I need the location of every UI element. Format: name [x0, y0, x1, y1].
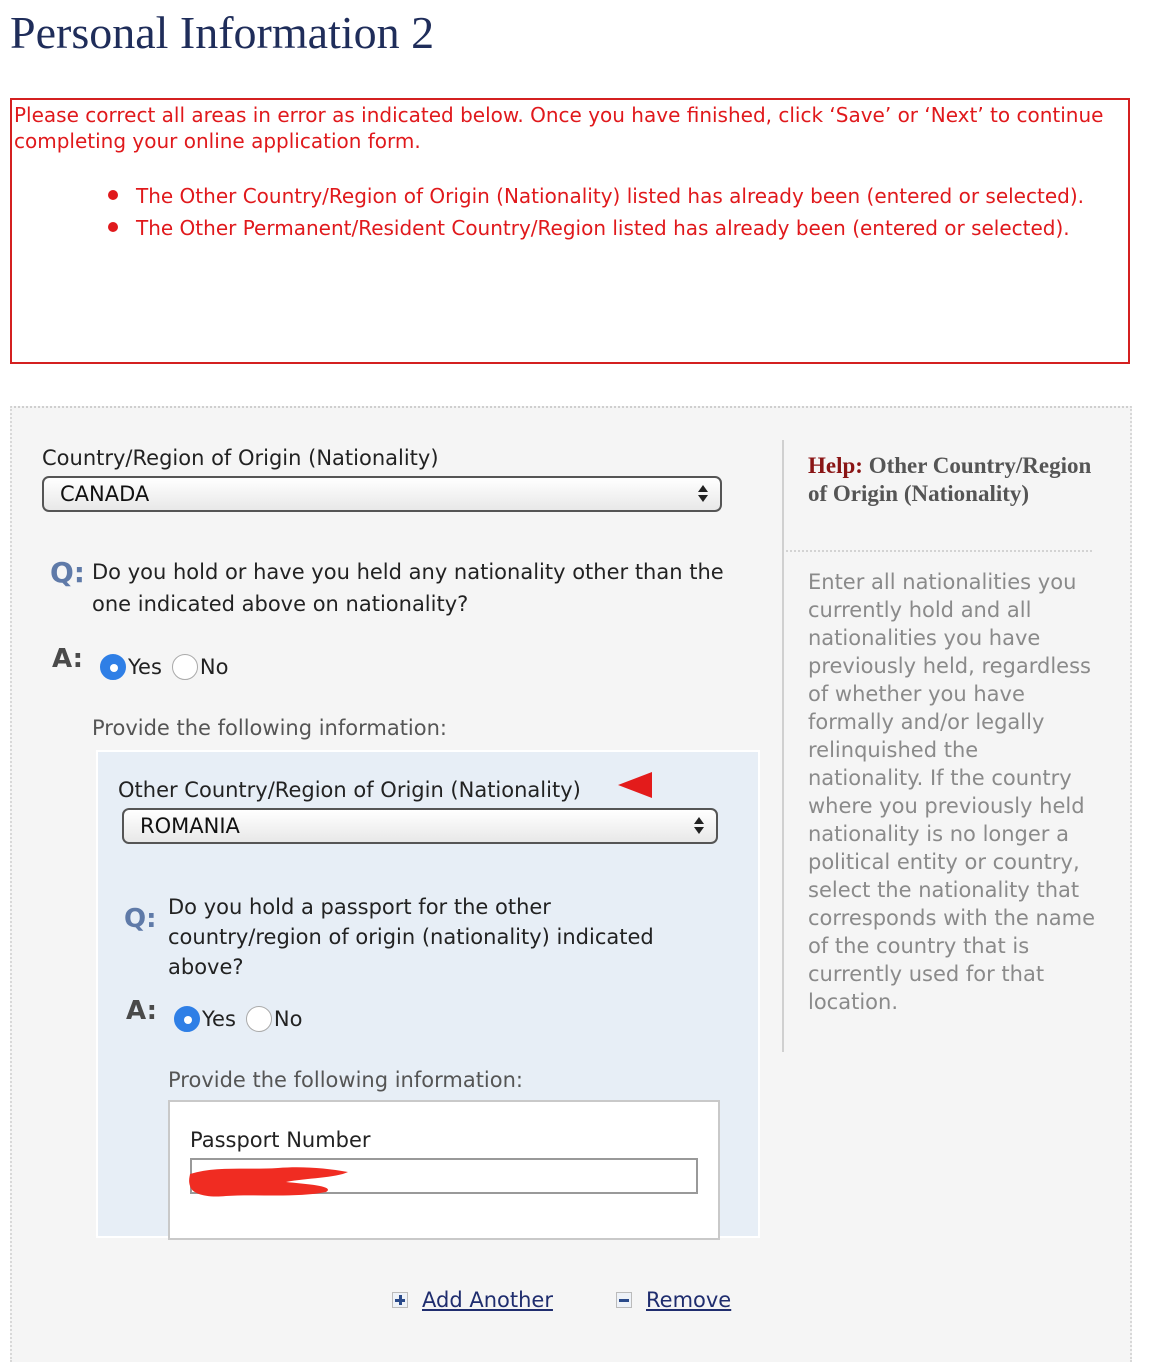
no-label: No: [199, 655, 229, 679]
help-title: [808, 452, 1108, 508]
error-list: [98, 176, 1108, 248]
other-nationality-radio-group: [100, 654, 238, 680]
error-flag-icon: [618, 772, 652, 798]
other-nationality-select-value: ROMANIA: [140, 814, 240, 838]
passport-number-label: Passport Number: [190, 1128, 371, 1152]
passport-radio-group: [174, 1006, 312, 1032]
nationality-label: Country/Region of Origin (Nationality): [42, 446, 439, 470]
question-other-nationality: Do you hold or have you held any nationality other than the one indicated above on nationality?: [92, 560, 724, 616]
select-arrows-icon: [698, 483, 708, 503]
form-panel: [10, 406, 1132, 1362]
remove-button[interactable]: [616, 1288, 731, 1312]
error-item-text: The Other Permanent/Resident Country/Region listed has already been (entered or selected).: [136, 216, 1070, 240]
help-prefix: Help:: [808, 453, 863, 478]
answer-marker: A:: [126, 996, 158, 1026]
yes-label: Yes: [128, 655, 162, 679]
provide-info-label: Provide the following information:: [92, 716, 448, 740]
error-summary: [10, 98, 1130, 364]
yes-label: Yes: [202, 1007, 236, 1031]
error-intro: Please correct all areas in error as indicated below. Once you have finished, click ‘Save’ or ‘Next’ to continue completing your online application form.: [14, 103, 1104, 153]
question-passport: Do you hold a passport for the other country/region of origin (nationality) indicated above?: [168, 895, 654, 979]
bullet-icon: [108, 190, 118, 200]
passport-number-input[interactable]: [190, 1158, 698, 1194]
other-nationality-select[interactable]: [122, 808, 718, 844]
add-another-link[interactable]: Add Another: [422, 1288, 553, 1312]
passport-yes-radio[interactable]: [174, 1006, 200, 1032]
provide-info-label: Provide the following information:: [168, 1068, 524, 1092]
remove-link[interactable]: Remove: [646, 1288, 732, 1312]
other-nationality-no-radio[interactable]: [172, 654, 198, 680]
answer-marker: A:: [52, 644, 84, 674]
help-topic: Other Country/Region of Origin (Nationality): [808, 453, 1092, 506]
select-arrows-icon: [694, 815, 704, 835]
add-another-button[interactable]: [392, 1288, 553, 1312]
other-nationality-label: Other Country/Region of Origin (Nationality): [118, 778, 581, 802]
question-marker: Q:: [124, 904, 157, 934]
help-text: Enter all nationalities you currently hold and all nationalities you have previously held, regardless of whether you have formally and/or legally relinquished the nationality. If the country where you previously held nationality is no longer a political entity or country, select the nationality that corresponds with the name of the country that is currently used for that location.: [808, 570, 1096, 1014]
no-label: No: [273, 1007, 303, 1031]
nationality-select[interactable]: [42, 476, 722, 512]
other-nationality-yes-radio[interactable]: [100, 654, 126, 680]
help-divider: [786, 550, 1092, 552]
bullet-icon: [108, 222, 118, 232]
error-item-text: The Other Country/Region of Origin (Nationality) listed has already been (entered or selected).: [136, 184, 1084, 208]
minus-icon: [616, 1292, 632, 1308]
passport-no-radio[interactable]: [246, 1006, 272, 1032]
page-title: Personal Information 2: [10, 7, 435, 58]
question-marker: Q:: [50, 556, 85, 589]
error-item: [98, 208, 1108, 248]
help-separator: [782, 440, 784, 1052]
nationality-select-value: CANADA: [60, 482, 150, 506]
plus-icon: [392, 1292, 408, 1308]
other-nationality-panel: [96, 750, 760, 1238]
passport-box: [168, 1100, 720, 1240]
redaction-scribble-icon: [186, 1164, 356, 1200]
